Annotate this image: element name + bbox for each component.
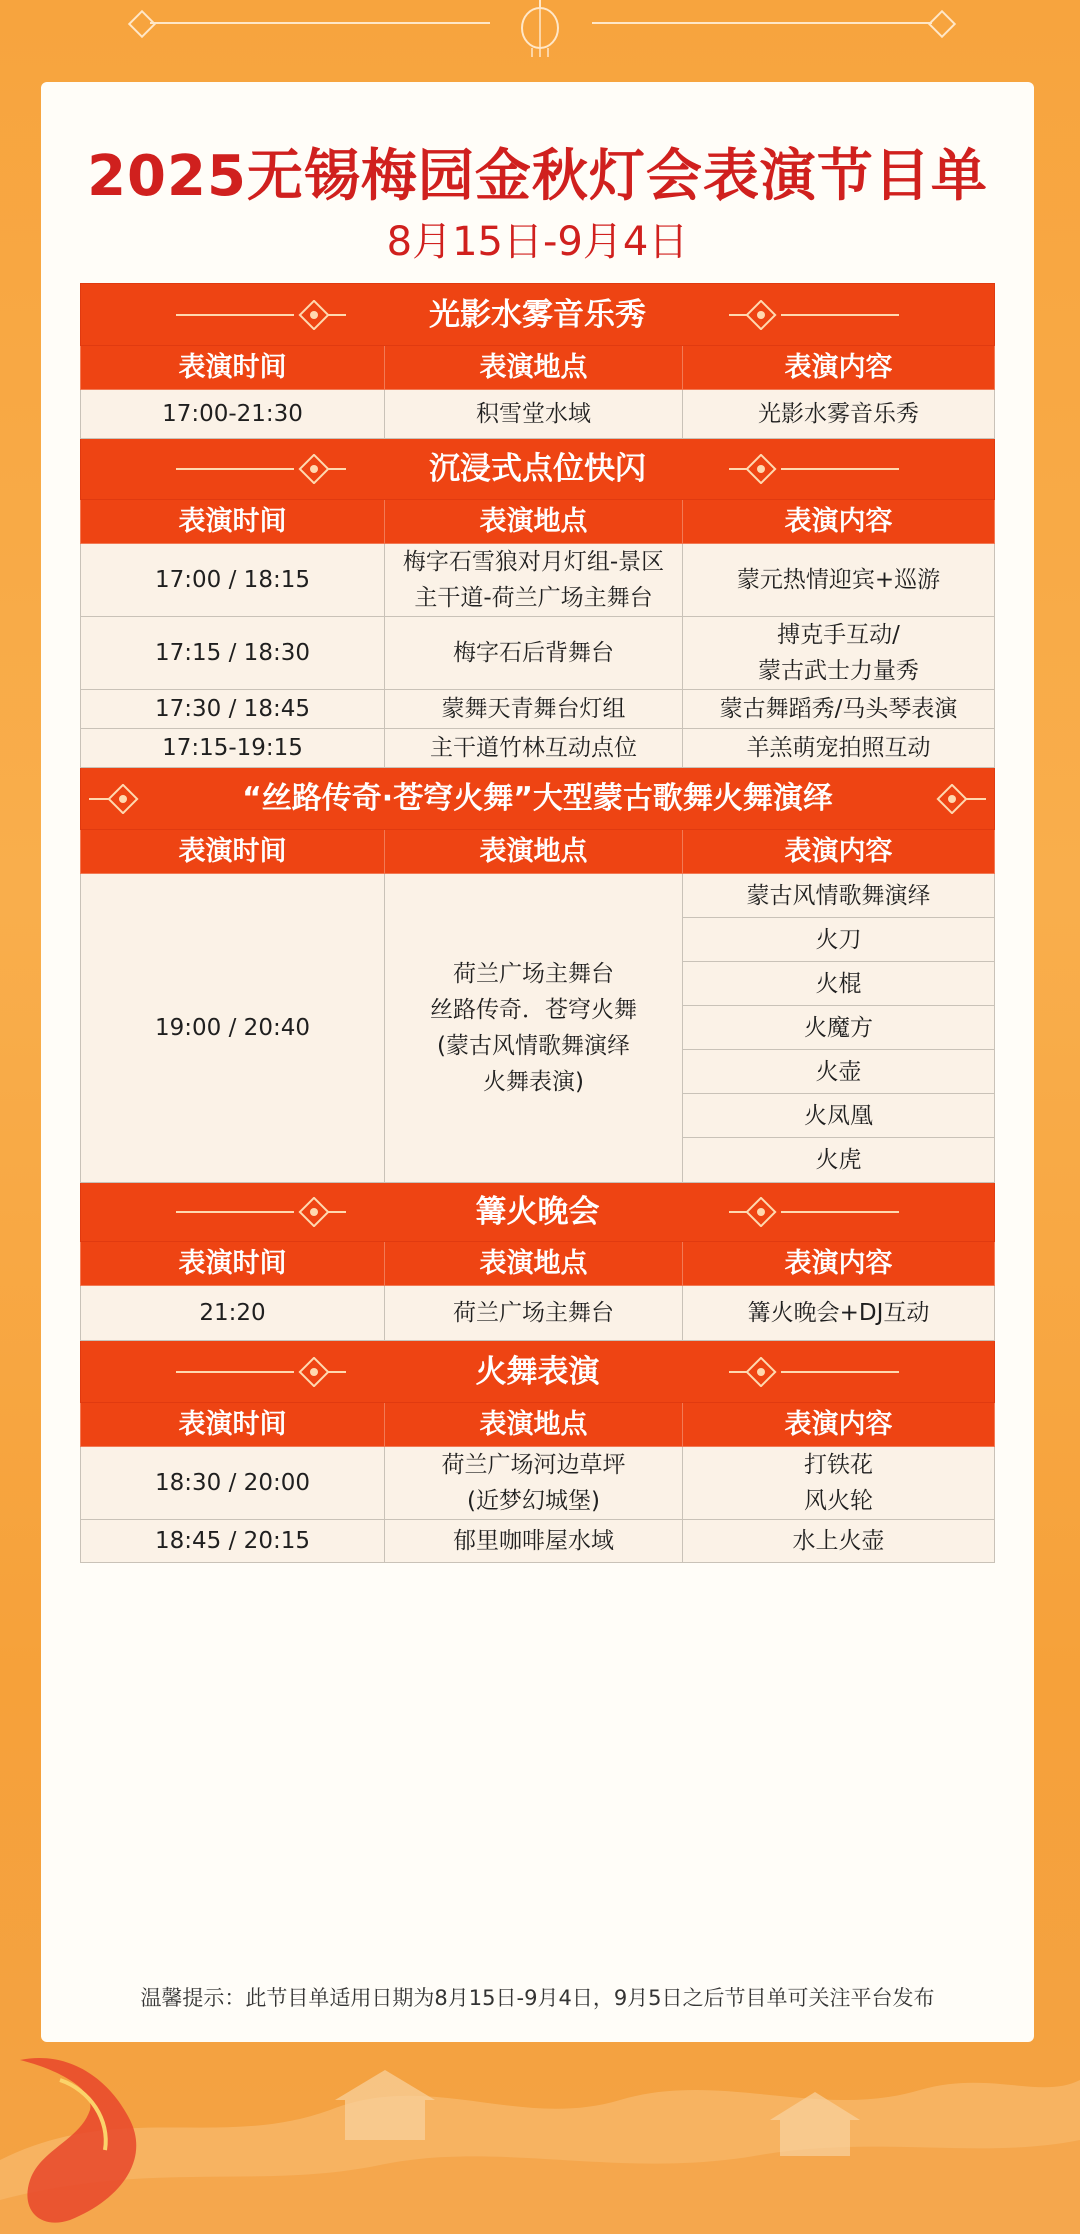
content-line: 蒙古舞蹈秀/马头琴表演 (719, 696, 958, 722)
content-line: 蒙元热情迎宾+巡游 (736, 567, 941, 593)
table-row (81, 1520, 995, 1563)
column-header: 表演内容 (683, 500, 995, 544)
content-line: 搏克手互动/ (777, 622, 900, 648)
time-cell: 19:00 / 20:40 (81, 874, 385, 1183)
content-cell (683, 544, 995, 617)
table-row (81, 874, 995, 918)
place-line: 积雪堂水域 (476, 401, 591, 427)
time-cell: 17:15 / 18:30 (81, 617, 385, 690)
section-title-text: 火舞表演 (475, 1353, 600, 1390)
time-cell: 17:15-19:15 (81, 729, 385, 768)
content-cell (683, 1447, 995, 1520)
section-title-row (81, 1183, 995, 1242)
column-header: 表演时间 (81, 1403, 385, 1447)
place-line: 郁里咖啡屋水域 (453, 1528, 614, 1554)
place-line: 蒙舞天青舞台灯组 (441, 696, 626, 722)
place-cell (385, 390, 683, 439)
time-cell: 17:30 / 18:45 (81, 690, 385, 729)
ornament-right-icon (729, 454, 899, 484)
table-row (81, 1286, 995, 1341)
ornament-left-icon (89, 784, 143, 814)
content-cell: 火虎 (683, 1138, 995, 1183)
table-row (81, 617, 995, 690)
column-header: 表演内容 (683, 1403, 995, 1447)
place-line: 主干道竹林互动点位 (430, 735, 637, 761)
place-line: 主干道-荷兰广场主舞台 (414, 585, 653, 611)
place-cell (385, 874, 683, 1183)
place-line: (近梦幻城堡) (467, 1488, 600, 1514)
section-title-text: 沉浸式点位快闪 (429, 451, 647, 487)
ornament-left-icon (176, 1197, 346, 1227)
column-header: 表演时间 (81, 346, 385, 390)
place-line: 梅字石后背舞台 (453, 640, 614, 666)
content-line: 光影水雾音乐秀 (758, 401, 920, 427)
time-cell: 18:30 / 20:00 (81, 1447, 385, 1520)
content-cell (683, 1520, 995, 1563)
ornament-right-icon (729, 1197, 899, 1227)
column-header: 表演时间 (81, 830, 385, 874)
content-line: 水上火壶 (792, 1528, 885, 1554)
table-row (81, 544, 995, 617)
time-cell: 18:45 / 20:15 (81, 1520, 385, 1563)
content-cell (683, 1286, 995, 1341)
place-cell (385, 1447, 683, 1520)
column-header: 表演地点 (385, 1403, 683, 1447)
section-title (81, 768, 995, 830)
content-cell: 火刀 (683, 918, 995, 962)
content-cell: 火壶 (683, 1050, 995, 1094)
section-title (81, 439, 995, 500)
lantern-icon (516, 0, 564, 58)
content-line: 篝火晚会+DJ互动 (747, 1300, 930, 1326)
column-header: 表演地点 (385, 1242, 683, 1286)
content-cell: 蒙古风情歌舞演绎 (683, 874, 995, 918)
table-row (81, 729, 995, 768)
content-line: 羊羔萌宠拍照互动 (746, 735, 931, 761)
column-header: 表演内容 (683, 1242, 995, 1286)
column-header: 表演时间 (81, 500, 385, 544)
section-title-row (81, 439, 995, 500)
table-row (81, 690, 995, 729)
column-header: 表演地点 (385, 830, 683, 874)
ornament-right-icon (729, 300, 899, 330)
place-cell (385, 729, 683, 768)
place-cell (385, 544, 683, 617)
column-header-row (81, 346, 995, 390)
place-cell (385, 1520, 683, 1563)
bottom-decoration (0, 2040, 1080, 2234)
content-cell (683, 690, 995, 729)
column-header: 表演地点 (385, 500, 683, 544)
content-cell (683, 617, 995, 690)
table-row (81, 1447, 995, 1520)
place-line: 荷兰广场主舞台 (453, 961, 614, 987)
column-header-row (81, 500, 995, 544)
content-line: 风火轮 (804, 1488, 874, 1514)
section-title-row (81, 1341, 995, 1403)
place-cell (385, 690, 683, 729)
ornament-left-icon (176, 300, 346, 330)
content-line: 打铁花 (804, 1452, 874, 1478)
schedule-table (80, 283, 995, 1563)
ornament-left-icon (176, 1357, 346, 1387)
column-header-row (81, 1403, 995, 1447)
time-cell: 17:00-21:30 (81, 390, 385, 439)
page-title: 2025无锡梅园金秋灯会表演节目单 (87, 144, 988, 209)
ornament-left-icon (176, 454, 346, 484)
content-cell: 火魔方 (683, 1006, 995, 1050)
place-line: 梅字石雪狼对月灯组-景区 (402, 549, 665, 575)
content-cell: 火凤凰 (683, 1094, 995, 1138)
place-line: (蒙古风情歌舞演绎 (437, 1033, 630, 1059)
column-header: 表演内容 (683, 346, 995, 390)
section-title-row (81, 284, 995, 346)
place-line: 荷兰广场主舞台 (453, 1300, 614, 1326)
section-title-text: 篝火晚会 (475, 1194, 600, 1230)
notice-text: 温馨提示：此节目单适用日期为8月15日-9月4日，9月5日之后节目单可关注平台发布 (140, 1986, 935, 2010)
place-line: 火舞表演) (483, 1069, 584, 1095)
place-line: 丝路传奇．苍穹火舞 (430, 997, 637, 1023)
section-title-text: “丝路传奇·苍穹火舞”大型蒙古歌舞火舞演绎 (242, 780, 833, 816)
column-header: 表演地点 (385, 346, 683, 390)
section-title-text: 光影水雾音乐秀 (429, 296, 647, 333)
content-cell: 火棍 (683, 962, 995, 1006)
section-title-row (81, 768, 995, 830)
content-cell (683, 390, 995, 439)
table-row (81, 390, 995, 439)
ornament-right-icon (932, 784, 986, 814)
content-line: 蒙古武士力量秀 (758, 658, 920, 684)
top-decoration (0, 0, 1080, 70)
column-header: 表演内容 (683, 830, 995, 874)
column-header-row (81, 1242, 995, 1286)
place-cell (385, 1286, 683, 1341)
place-line: 荷兰广场河边草坪 (441, 1452, 626, 1478)
time-cell: 17:00 / 18:15 (81, 544, 385, 617)
date-range: 8月15日-9月4日 (386, 219, 689, 265)
content-cell (683, 729, 995, 768)
time-cell: 21:20 (81, 1286, 385, 1341)
place-cell (385, 617, 683, 690)
column-header: 表演时间 (81, 1242, 385, 1286)
column-header-row (81, 830, 995, 874)
section-title (81, 1183, 995, 1242)
section-title (81, 284, 995, 346)
section-title (81, 1341, 995, 1403)
ornament-right-icon (729, 1357, 899, 1387)
